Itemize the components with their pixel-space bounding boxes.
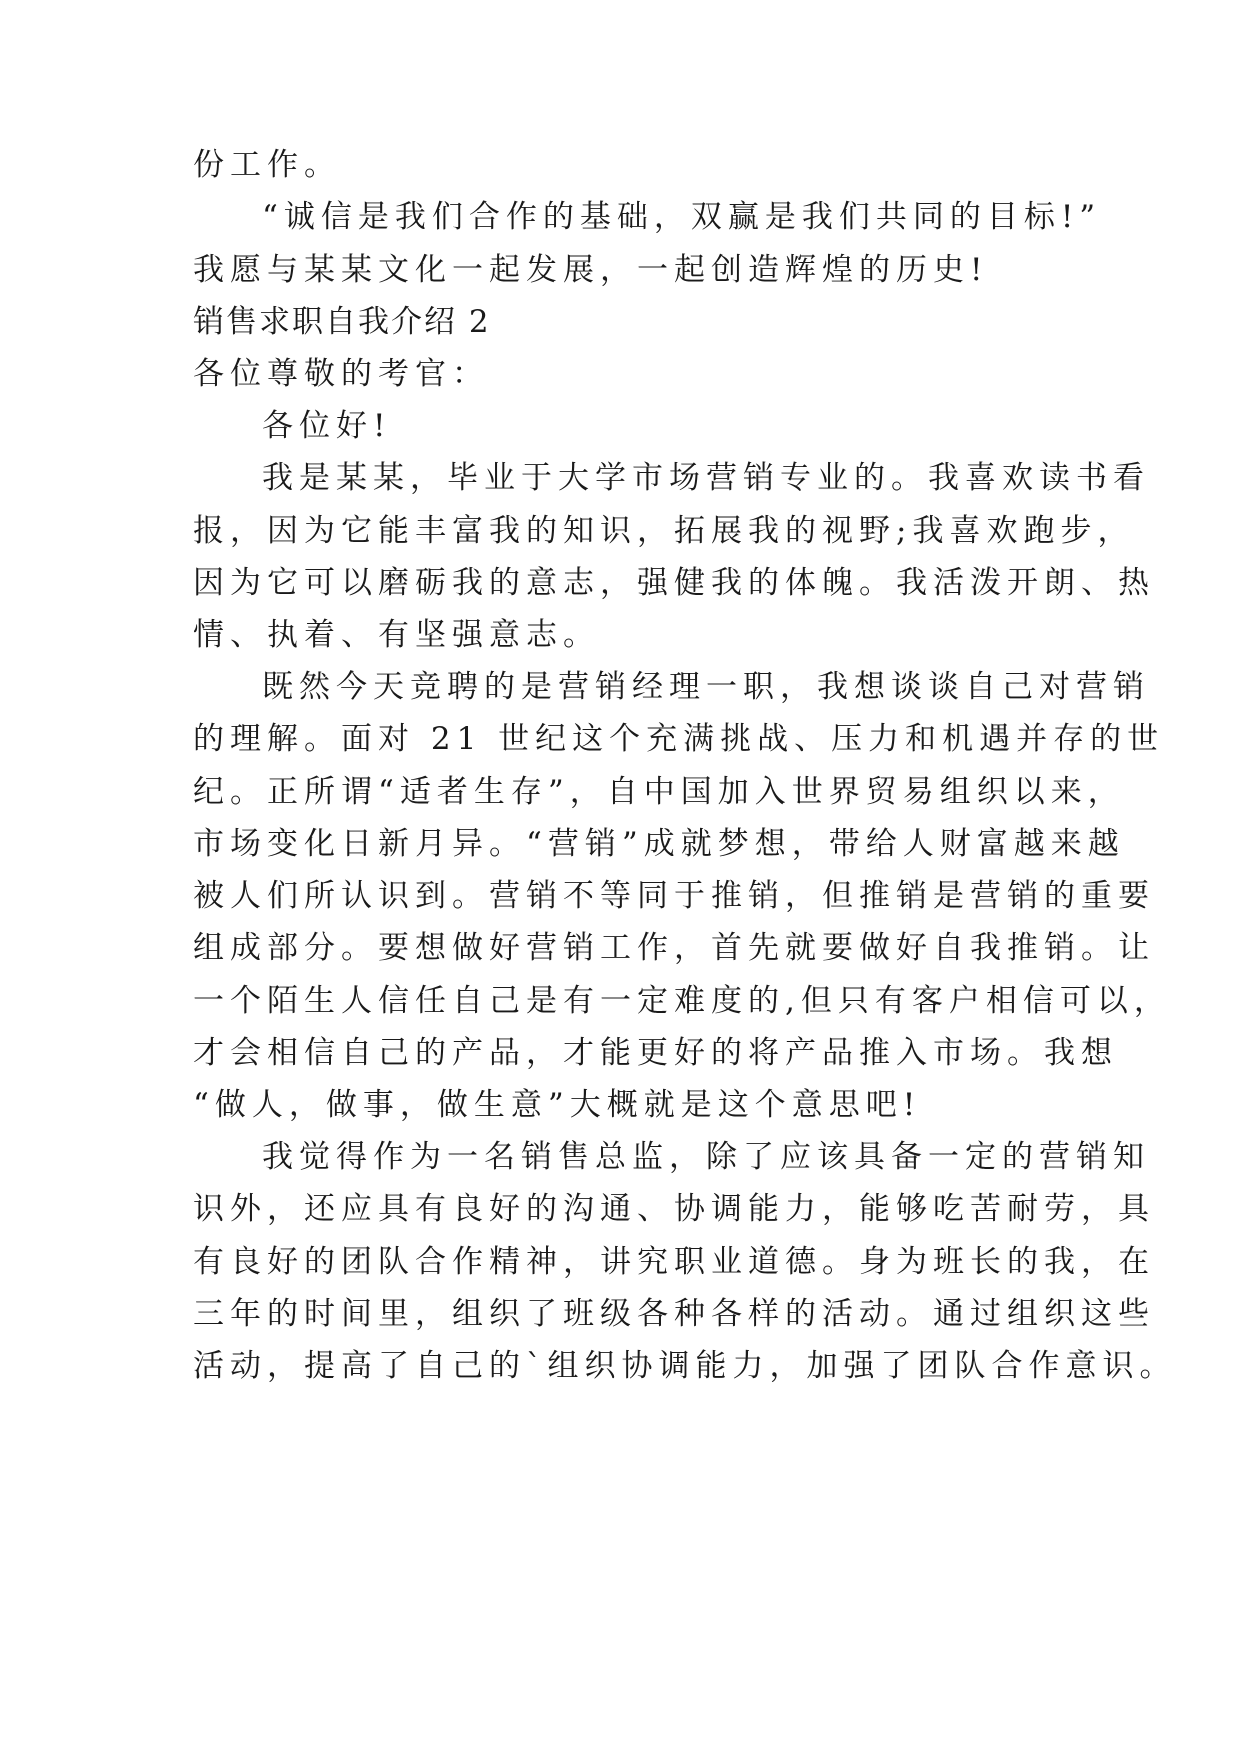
text-line: 因为它可以磨砺我的意志，强健我的体魄。我活泼开朗、热 bbox=[193, 565, 1155, 601]
section-title: 销售求职自我介绍 2 bbox=[193, 304, 491, 340]
text-line: 我是某某，毕业于大学市场营销专业的。我喜欢读书看 bbox=[262, 460, 1150, 496]
text-line: 我愿与某某文化一起发展，一起创造辉煌的历史! bbox=[193, 252, 989, 288]
text-line: 情、执着、有坚强意志。 bbox=[193, 617, 600, 653]
text-line: “诚信是我们合作的基础，双赢是我们共同的目标!” bbox=[262, 199, 1102, 235]
text-line: 市场变化日新月异。“营销”成就梦想，带给人财富越来越 bbox=[193, 826, 1125, 862]
text-line: 三年的时间里，组织了班级各种各样的活动。通过组织这些 bbox=[193, 1296, 1155, 1332]
text-line: 既然今天竞聘的是营销经理一职，我想谈谈自己对营销 bbox=[262, 669, 1150, 705]
text-line: 纪。正所谓“适者生存”，自中国加入世界贸易组织以来， bbox=[193, 774, 1125, 810]
text-line: 识外，还应具有良好的沟通、协调能力，能够吃苦耐劳，具 bbox=[193, 1191, 1155, 1227]
text-line: 的理解。面对 21 世纪这个充满挑战、压力和机遇并存的世 bbox=[193, 721, 1165, 757]
text-line: 组成部分。要想做好营销工作，首先就要做好自我推销。让 bbox=[193, 930, 1155, 966]
text-line: 份工作。 bbox=[193, 147, 341, 183]
text-line: 被人们所认识到。营销不等同于推销，但推销是营销的重要 bbox=[193, 878, 1155, 914]
text-line: 有良好的团队合作精神，讲究职业道德。身为班长的我，在 bbox=[193, 1244, 1155, 1280]
text-line: 活动，提高了自己的`组织协调能力，加强了团队合作意识。 bbox=[193, 1348, 1177, 1384]
text-line: 我觉得作为一名销售总监，除了应该具备一定的营销知 bbox=[262, 1139, 1150, 1175]
text-line: 报，因为它能丰富我的知识，拓展我的视野;我喜欢跑步， bbox=[193, 513, 1135, 549]
text-line: 一个陌生人信任自己是有一定难度的,但只有客户相信可以， bbox=[193, 983, 1171, 1019]
greeting: 各位好! bbox=[262, 408, 392, 444]
salutation: 各位尊敬的考官： bbox=[193, 356, 489, 392]
text-line: “做人，做事，做生意”大概就是这个意思吧! bbox=[193, 1087, 922, 1123]
text-line: 才会相信自己的产品，才能更好的将产品推入市场。我想 bbox=[193, 1035, 1118, 1071]
